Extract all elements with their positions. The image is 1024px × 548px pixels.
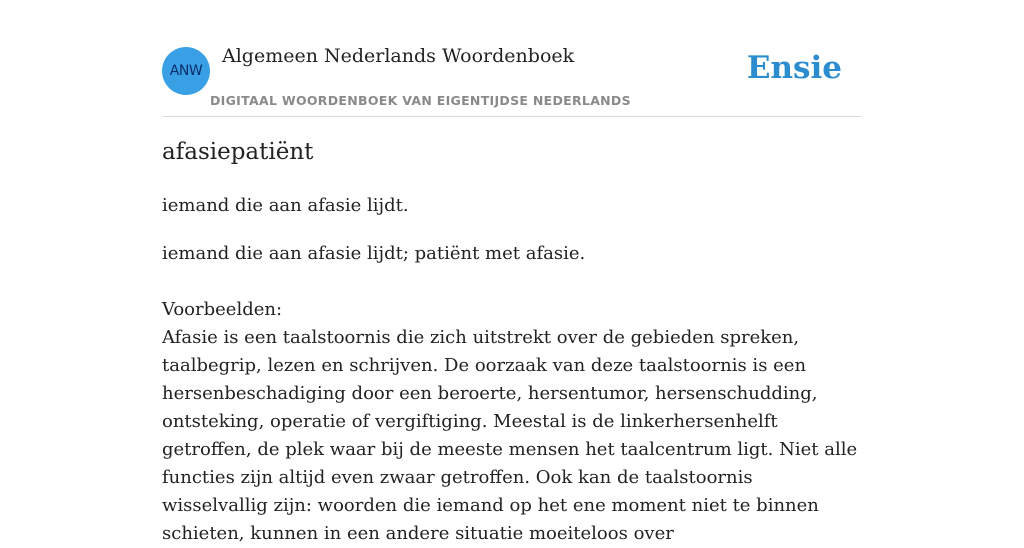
spacer xyxy=(162,268,862,296)
entry-headword: afasiepatiënt xyxy=(162,139,314,165)
full-definition: iemand die aan afasie lijdt; patiënt met afasie. xyxy=(162,243,586,264)
header xyxy=(162,0,862,117)
ensie-brand-link[interactable]: Ensie xyxy=(746,50,842,86)
examples-label: Voorbeelden: xyxy=(162,299,283,320)
example-text: Afasie is een taalstoornis die zich uitstrekt over de gebieden spreken, taalbegrip, lezen en schrijven. De oorzaak van deze taalstoornis is een hersenbeschadiging door een beroerte, hersentumor, hersenschudding, ontsteking, operatie of vergiftiging. Meestal is de linkerhersenhelft getroffen, de plek waar bij de meeste mensen het taalcentrum ligt. Niet alle functies zijn altijd even zwaar getroffen. Ook kan de taalstoornis wisselvallig zijn: woorden die iemand op het ene moment niet te binnen schieten, kunnen in een andere situatie moeiteloos over xyxy=(162,327,858,544)
site-title[interactable]: Algemeen Nederlands Woordenboek xyxy=(222,45,575,67)
anw-logo[interactable]: ANW xyxy=(162,47,210,95)
page xyxy=(162,0,862,544)
short-definition: iemand die aan afasie lijdt. xyxy=(162,195,409,216)
site-tagline: DIGITAAL WOORDENBOEK VAN EIGENTIJDSE NEDERLANDS xyxy=(210,93,631,108)
entry-body xyxy=(162,240,862,548)
